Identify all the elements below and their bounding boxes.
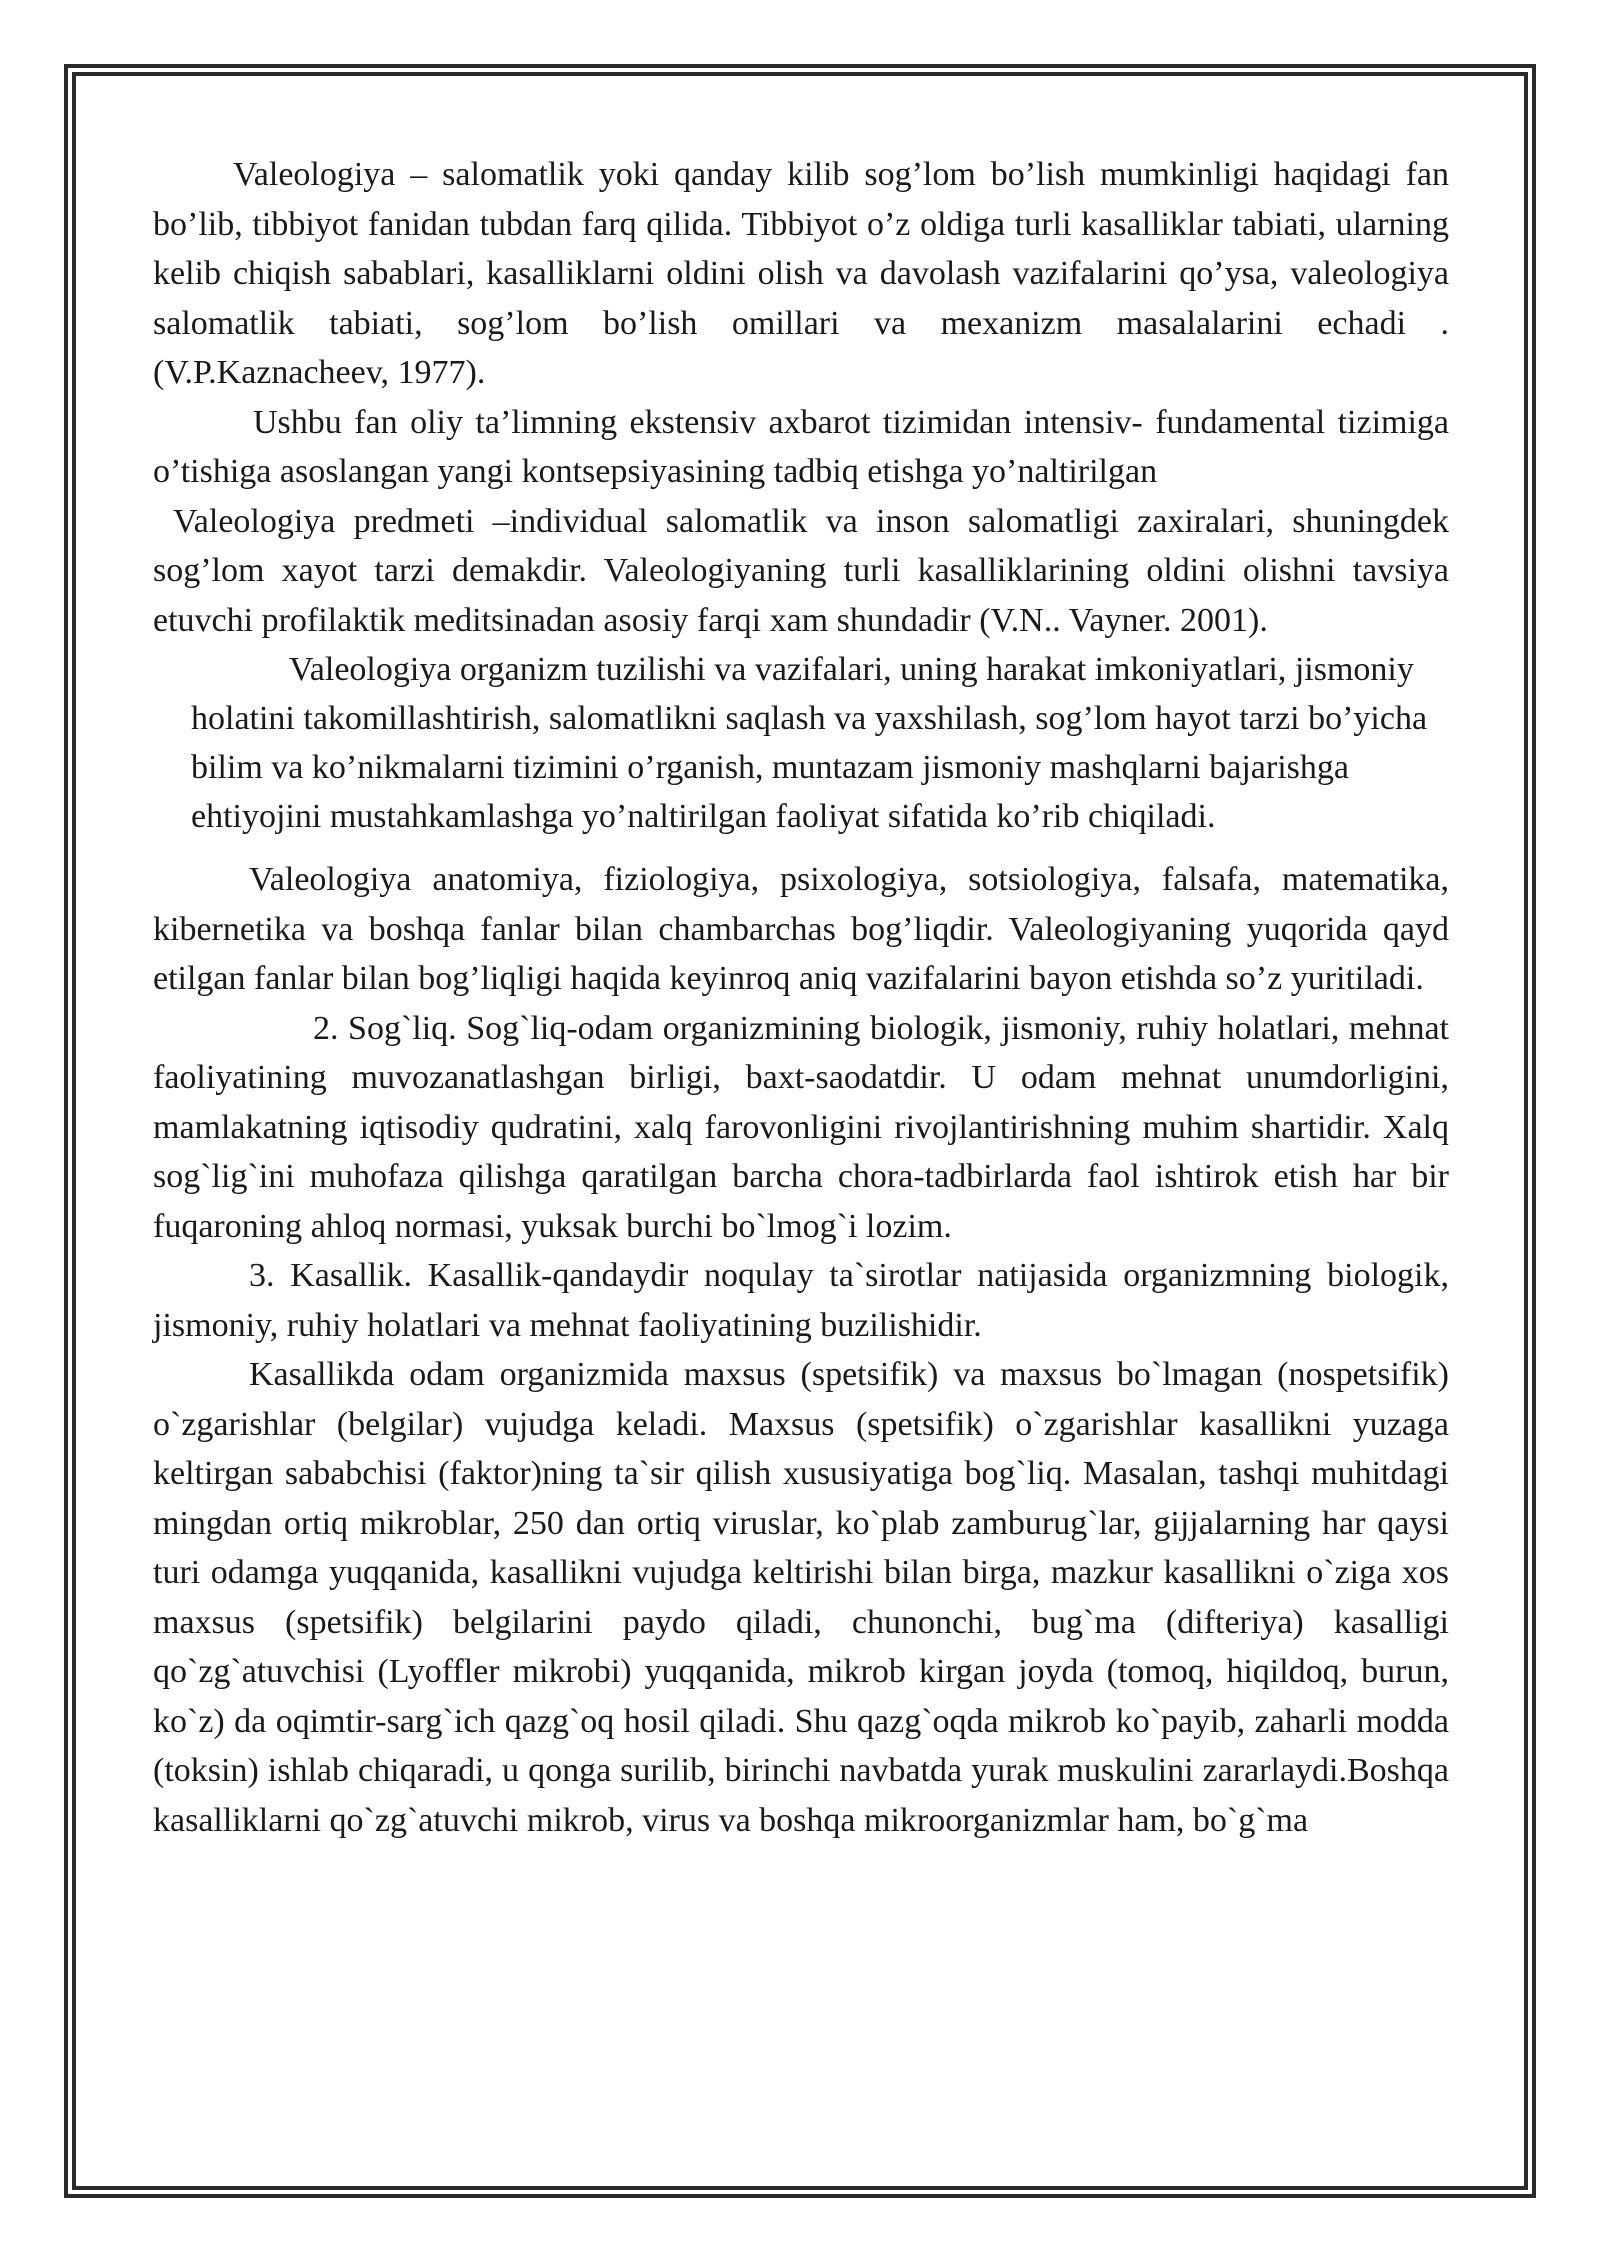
document-body bbox=[153, 150, 1449, 1845]
paragraph-sogliq: 2. Sog`liq. Sog`liq-odam organizmining biologik, jismoniy, ruhiy holatlari, mehnat faoliyatining muvozanatlashgan birligi, baxt-saodatdir. U odam mehnat unumdorligini, mamlakatning iqtisodiy qudratini, xalq farovonligini rivojlantirishning muhim shartidir. Xalq sog`lig`ini muhofaza qilishga qaratilgan barcha chora-tadbirlarda faol ishtirok etish har bir fuqaroning ahloq normasi, yuksak burchi bo`lmog`i lozim. bbox=[153, 1009, 1449, 1245]
paragraph-valeologiya-predmeti: Valeologiya predmeti –individual salomatlik va inson salomatligi zaxiralari, shuningdek sog’lom xayot tarzi demakdir. Valeologiyaning turli kasalliklarining oldini olishni tavsiya etuvchi profilaktik meditsinadan asosiy farqi xam shundadir (V.N.. Vayner. 2001). bbox=[153, 502, 1449, 639]
paragraph-kasallikda: Kasallikda odam organizmida maxsus (spetsifik) va maxsus bo`lmagan (nospetsifik) o`zgarishlar (belgilar) vujudga keladi. Maxsus (spetsifik) o`zgarishlar kasallikni yuzaga keltirgan sababchisi (faktor)ning ta`sir qilish xususiyatiga bog`liq. Masalan, tashqi muhitdagi mingdan ortiq mikroblar, 250 dan ortiq viruslar, ko`plab zamburug`lar, gijjalarning har qaysi turi odamga yuqqanida, kasallikni vujudga keltirishi bilan birga, mazkur kasallikni o`ziga xos maxsus (spetsifik) belgilarini paydo qiladi, chunonchi, bug`ma (difteriya) kasalligi qo`zg`atuvchisi (Lyoffler mikrobi) yuqqanida, mikrob kirgan joyda (tomoq, hiqildoq, burun, ko`z) da oqimtir-sarg`ich qazg`oq hosil qiladi. Shu qazg`oqda mikrob ko`payib, zaharli modda (toksin) ishlab chiqaradi, u qonga surilib, birinchi navbatda yurak muskulini zararlaydi.Boshqa kasalliklarni qo`zg`atuvchi mikrob, virus va boshqa mikroorganizmlar ham, bo`g`ma bbox=[153, 1356, 1449, 1839]
paragraph-organizm-tuzilishi: Valeologiya organizm tuzilishi va vazifalari, uning harakat imkoniyatlari, jismoniy holatini takomillashtirish, salomatlikni saqlash va yaxshilash, sog’lom hayot tarzi bo’yicha bilim va ko’nikmalarni tizimini o’rganish, muntazam jismoniy mashqlarni bajarishga ehtiyojini mustahkamlashga yo’naltirilgan faoliyat sifatida ko’rib chiqiladi. bbox=[191, 651, 1428, 835]
paragraph-ushbu-fan: Ushbu fan oliy ta’limning ekstensiv axbarot tizimidan intensiv- fundamental tizimiga o’tishiga asoslangan yangi kontsepsiyasining tadbiq etishga yo’naltirilgan bbox=[153, 403, 1449, 490]
paragraph-kasallik: 3. Kasallik. Kasallik-qandaydir noqulay ta`sirotlar natijasida organizmning biologik, jismoniy, ruhiy holatlari va mehnat faoliyatining buzilishidir. bbox=[153, 1257, 1449, 1344]
paragraph-related-sciences: Valeologiya anatomiya, fiziologiya, psixologiya, sotsiologiya, falsafa, matematika, kibernetika va boshqa fanlar bilan chambarchas bog’liqdir. Valeologiyaning yuqorida qayd etilgan fanlar bilan bog’liqligi haqida keyinroq aniq vazifalarini bayon etishda so’z yuritiladi. bbox=[153, 861, 1449, 997]
paragraph-valeologiya-definition: Valeologiya – salomatlik yoki qanday kilib sog’lom bo’lish mumkinligi haqidagi fan bo’lib, tibbiyot fanidan tubdan farq qilida. Tibbiyot o’z oldiga turli kasalliklar tabiati, ularning kelib chiqish sabablari, kasalliklarni oldini olish va davolash vazifalarini qo’ysa, valeologiya salomatlik tabiati, sog’lom bo’lish omillari va mexanizm masalalarini echadi . (V.P.Kaznacheev, 1977). bbox=[153, 156, 1449, 391]
